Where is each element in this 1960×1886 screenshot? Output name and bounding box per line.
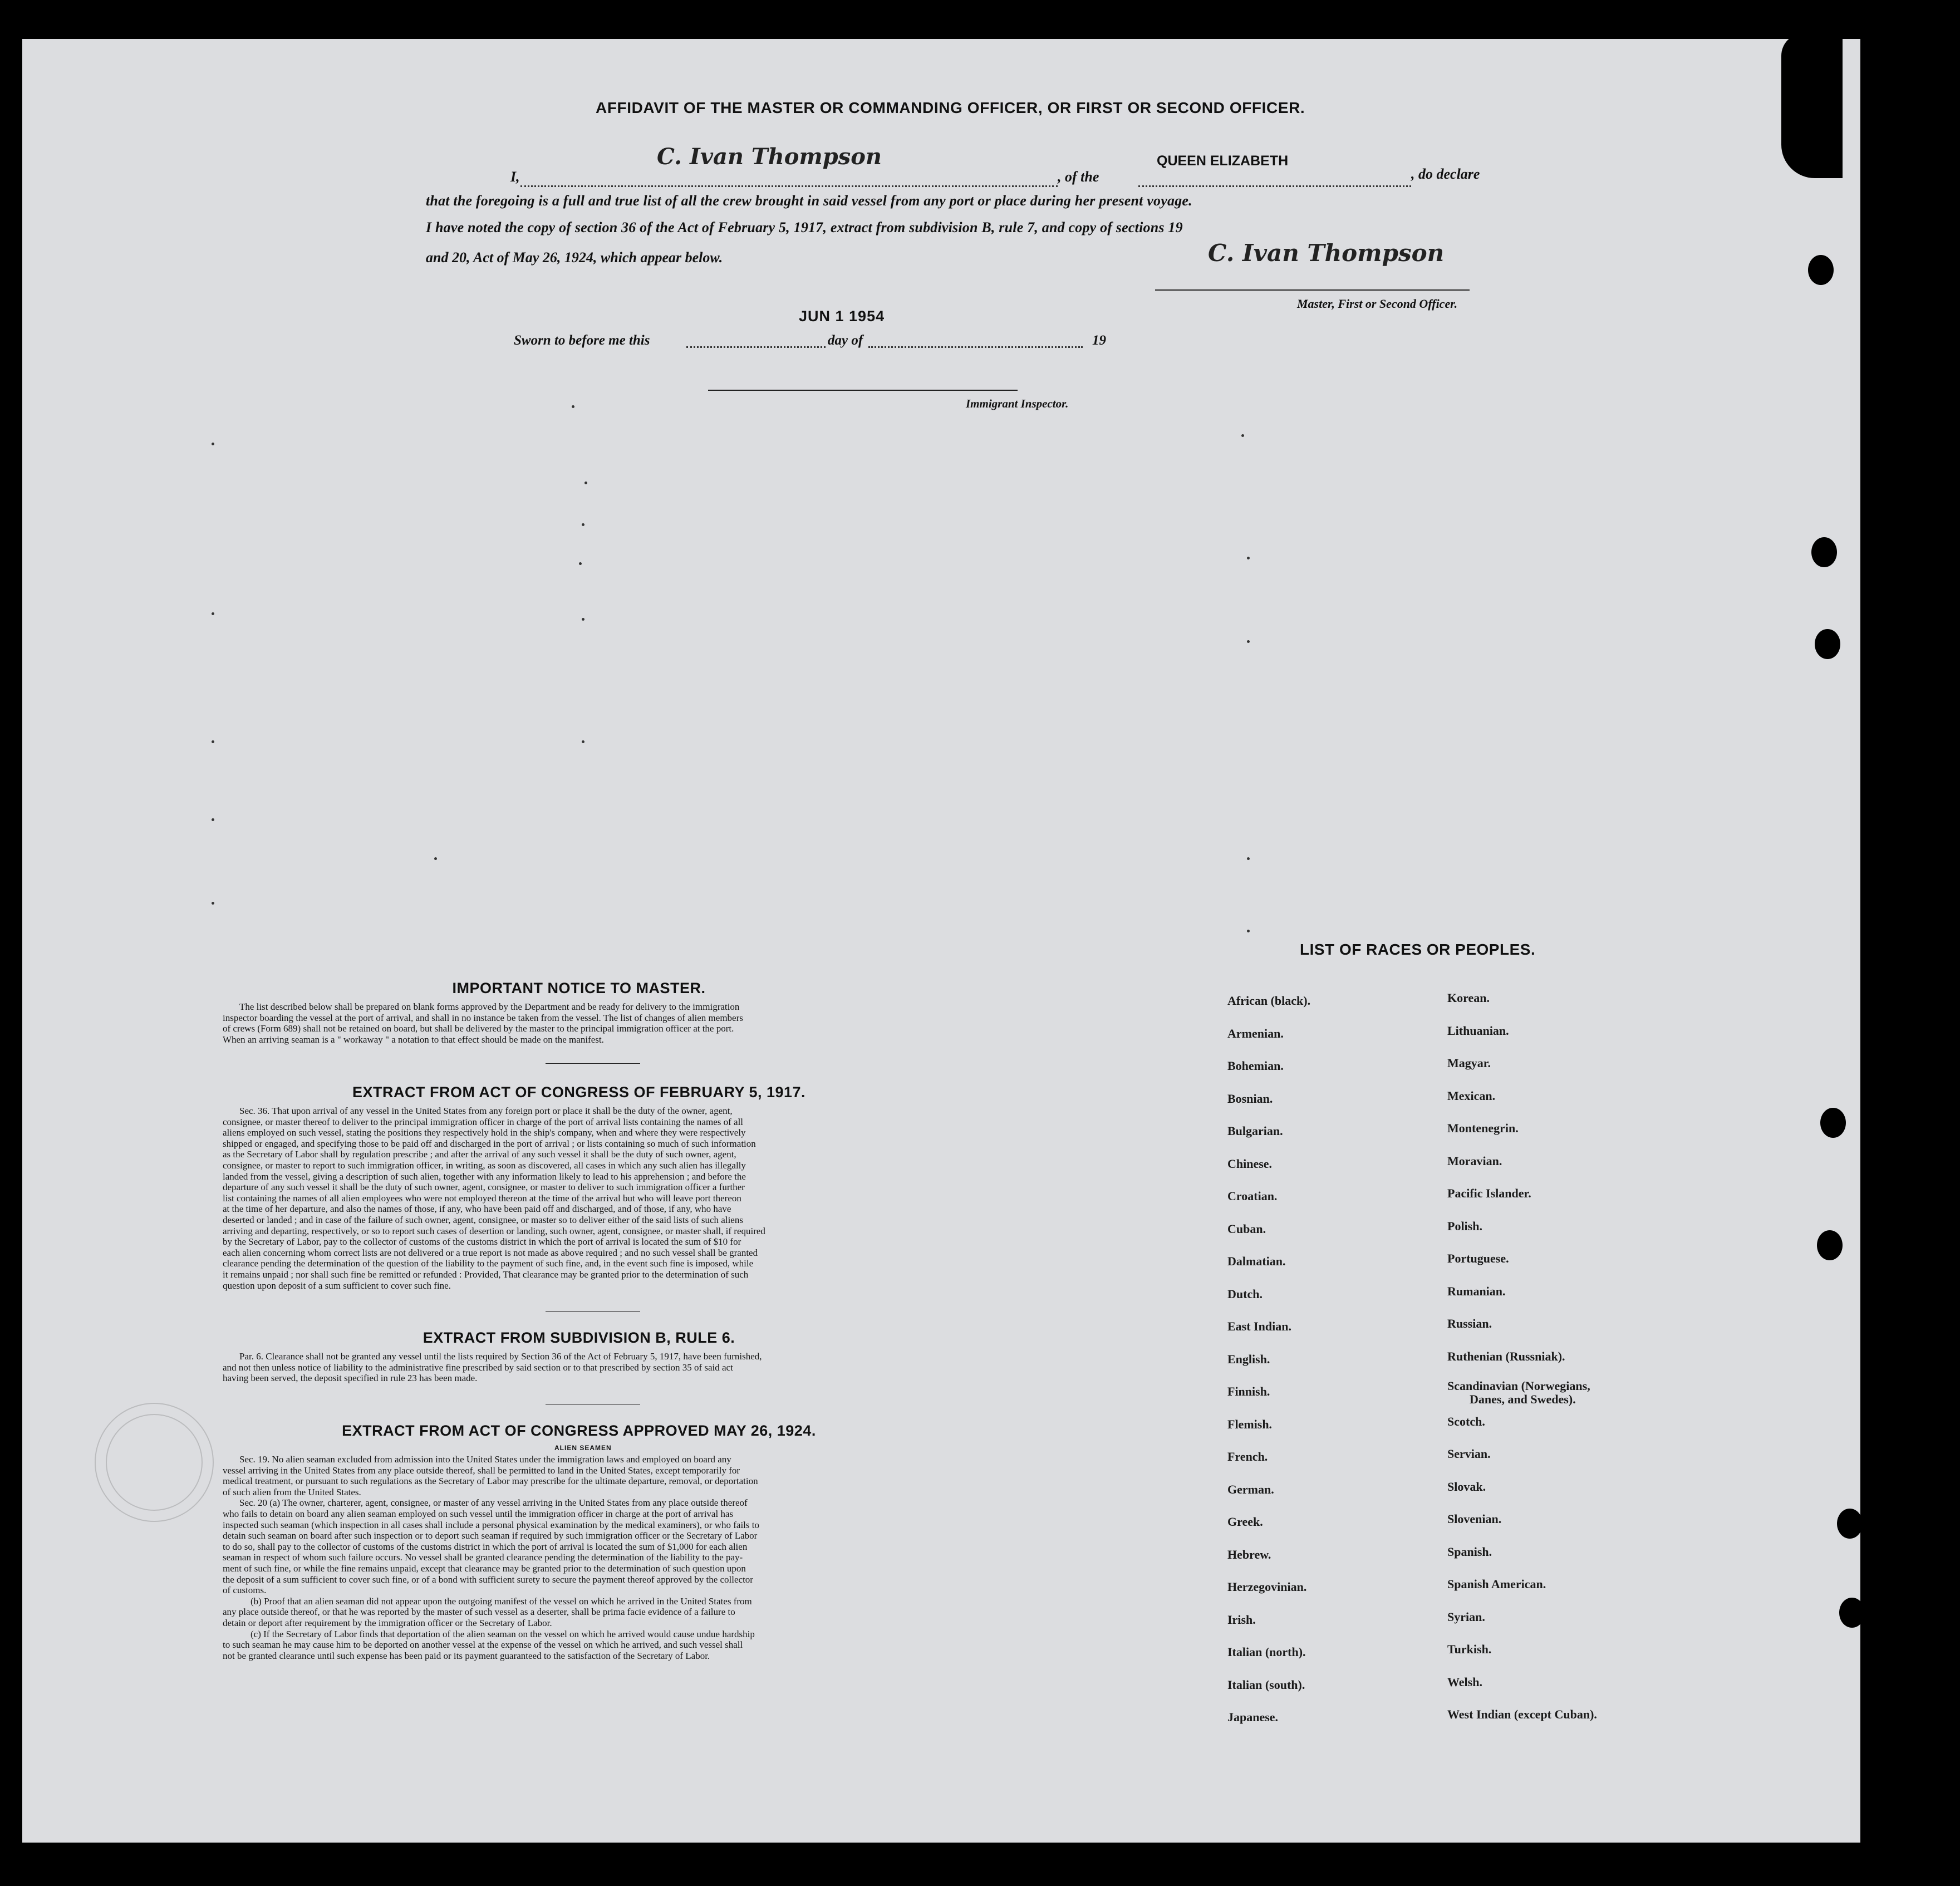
section-line: medical treatment, or pursuant to such regulations as the Secretary of Labor may prescribe for the ultimate departure, removal, or deportation	[223, 1476, 758, 1487]
section-line: having been served, the deposit specified in rule 23 has been made.	[223, 1373, 478, 1384]
month-line	[868, 346, 1083, 348]
extract-rule6-text	[223, 1351, 963, 1384]
vessel-line	[1138, 185, 1411, 187]
section-line: aliens employed on such vessel, stating the positions they respectively hold in the ship's company, when and where they were respectively	[223, 1127, 746, 1138]
section-line: it remains unpaid ; nor shall such fine be remitted or refunded : Provided, That clearance may be granted prior to the determination of such	[223, 1269, 749, 1280]
punch-hole	[1820, 1108, 1846, 1138]
day-label: day of	[828, 333, 863, 348]
race-item: Magyar.	[1447, 1056, 1491, 1070]
section-line: of customs.	[223, 1585, 267, 1596]
notice-line: inspector boarding the vessel at the port of arrival, and shall in no instance be taken from the vessel. The list of changes of alien members	[223, 1012, 743, 1023]
alien-seamen-subtitle: ALIEN SEAMEN	[554, 1444, 612, 1452]
section-line: question upon deposit of a sum sufficient to cover such fine.	[223, 1280, 451, 1291]
race-item: Moravian.	[1447, 1153, 1502, 1168]
bleed-dot	[1247, 857, 1250, 860]
race-item: Italian (north).	[1227, 1645, 1306, 1659]
race-item: Bosnian.	[1227, 1091, 1273, 1106]
bleed-dot	[212, 740, 214, 743]
section-line: seaman in respect of whom such failure occurs. No vessel shall be granted clearance pending the determination of the liability to the pay-	[223, 1552, 743, 1563]
bleed-dot	[582, 618, 584, 621]
day-line	[686, 346, 826, 348]
section-line: not be granted clearance until such expense has been paid or its payment guaranteed to the satisfaction of the Secretary of Labor.	[223, 1650, 710, 1661]
race-item: Greek.	[1227, 1515, 1263, 1529]
year-label: 19	[1092, 333, 1106, 348]
race-item: Spanish.	[1447, 1544, 1492, 1559]
master-signature: C. Ivan Thompson	[1208, 239, 1445, 267]
affidavit-title: AFFIDAVIT OF THE MASTER OR COMMANDING OFFICER, OR FIRST OR SECOND OFFICER.	[596, 99, 1305, 116]
section-line: inspected such seaman (which inspection in all cases shall include a personal physical examination by the medical examiners), or who fails to	[223, 1519, 759, 1530]
section-line: the deposit of a sum sufficient to cover such fine, or of a bond with sufficient surety to secure the payment thereof approved by the collector	[223, 1574, 753, 1585]
declare-label: , do declare	[1411, 166, 1480, 182]
section-line: by the Secretary of Labor, pay to the collector of customs of the customs district in which the port of arrival is located the sum of $10 for	[223, 1236, 741, 1247]
race-item: Cuban.	[1227, 1221, 1266, 1236]
affidavit-line-2: that the foregoing is a full and true list of all the crew brought in said vessel from any port or place during her present voyage.	[426, 193, 1192, 209]
race-item: African (black).	[1227, 994, 1311, 1008]
bleed-dot	[572, 405, 574, 408]
section-line: who fails to detain on board any alien seaman employed on such vessel until the immigration officer in charge at the port of arrival has	[223, 1508, 734, 1519]
notice-line: of crews (Form 689) shall not be retained on board, but shall be delivered by the master to the principal immigration officer at the port.	[223, 1023, 734, 1034]
section-line: and not then unless notice of liability to the administrative fine prescribed by said section or to that prescribed by section 35 of said act	[223, 1362, 733, 1373]
section-line: deserted or landed ; and in case of the failure of such owner, agent, consignee, or master so to deliver either of the said lists of such aliens	[223, 1214, 743, 1225]
race-item: French.	[1227, 1450, 1268, 1463]
race-item: Finnish.	[1227, 1384, 1270, 1398]
extract-1917-title: EXTRACT FROM ACT OF CONGRESS OF FEBRUARY 5, 1917.	[352, 1084, 806, 1101]
section-line: any place outside thereof, or that he was reported by the master of such vessel as a deserter, shall be prima facie evidence of a failure to	[223, 1607, 735, 1618]
race-item: Syrian.	[1447, 1609, 1485, 1624]
section-line: (c) If the Secretary of Labor finds that deportation of the alien seaman on the vessel on which he arrived would cause undue hardship	[250, 1628, 755, 1639]
punch-hole	[1808, 255, 1834, 285]
race-item: Dalmatian.	[1227, 1254, 1286, 1268]
section-line: Sec. 19. No alien seaman excluded from admission into the United States under the immigration laws and employed on board any	[239, 1454, 731, 1465]
i-label: I,	[510, 169, 520, 185]
bleed-dot	[1247, 557, 1250, 559]
signature-caption: Master, First or Second Officer.	[1297, 297, 1458, 311]
notice-line: The list described below shall be prepared on blank forms approved by the Department and be ready for delivery to the immigration	[239, 1001, 740, 1012]
signature-line	[1155, 289, 1470, 291]
punch-hole	[1815, 629, 1840, 659]
race-item: Japanese.	[1227, 1710, 1279, 1724]
divider	[546, 1311, 640, 1312]
race-item: West Indian (except Cuban).	[1447, 1707, 1597, 1721]
section-line: list containing the names of all alien employees who were not employed thereon at the time of the arrival but who will leave port thereon	[223, 1192, 741, 1204]
section-line: departure of any such vessel it shall be the duty of such owner, agent, consignee, or master to deliver to such immigration officer a further	[223, 1182, 745, 1193]
affidavit-line-3: I have noted the copy of section 36 of the Act of February 5, 1917, extract from subdivision B, rule 7, and copy of sections 19	[426, 219, 1183, 235]
race-item: Mexican.	[1447, 1088, 1496, 1103]
bleed-dot	[212, 443, 214, 445]
race-item: Danes, and Swedes).	[1470, 1392, 1576, 1406]
bleed-dot	[212, 902, 214, 905]
race-item: Armenian.	[1227, 1026, 1284, 1040]
race-item: Slovenian.	[1447, 1512, 1502, 1526]
race-item: Spanish American.	[1447, 1577, 1546, 1591]
race-item: Dutch.	[1227, 1286, 1263, 1301]
extract-1917-text	[223, 1106, 963, 1291]
race-item: English.	[1227, 1352, 1270, 1366]
race-item: Italian (south).	[1227, 1677, 1305, 1692]
section-line: Par. 6. Clearance shall not be granted any vessel until the lists required by Section 36 of the Act of February 5, 1917, have been furnished,	[239, 1351, 762, 1362]
race-item: Welsh.	[1447, 1674, 1482, 1689]
race-item: Flemish.	[1227, 1417, 1273, 1431]
section-line: Sec. 20 (a) The owner, charterer, agent, consignee, or master of any vessel arriving in the United States from any place outside thereof	[239, 1497, 748, 1509]
inspector-caption: Immigrant Inspector.	[966, 397, 1069, 410]
race-item: Herzegovinian.	[1227, 1580, 1307, 1594]
race-item: Chinese.	[1227, 1156, 1273, 1171]
race-item: Lithuanian.	[1447, 1023, 1509, 1038]
punch-hole	[1837, 1509, 1863, 1539]
notice-text	[223, 1001, 963, 1045]
extract-rule6-title: EXTRACT FROM SUBDIVISION B, RULE 6.	[423, 1329, 735, 1346]
sworn-label: Sworn to before me this	[514, 333, 650, 348]
torn-corner	[1781, 33, 1843, 178]
races-column-1	[1227, 994, 1310, 1743]
section-line: shipped or engaged, and specifying those to be paid off and discharged in the port of arrival ; or lists containing so much of such information	[223, 1138, 756, 1149]
section-line: landed from the vessel, giving a description of such alien, together with any information likely to lead to his apprehension ; and before the	[223, 1171, 746, 1182]
section-line: to do so, shall pay to the collector of customs of the customs district in which the port of arrival is located the sum of $1,000 for each alien	[223, 1541, 748, 1552]
race-item: Polish.	[1447, 1219, 1482, 1233]
section-line: ment of such fine, or while the fine remains unpaid, except that clearance may be granted prior to the determination of such question upon	[223, 1563, 746, 1574]
name-line	[520, 185, 1058, 187]
bleed-dot	[584, 482, 587, 484]
bleed-dot	[212, 818, 214, 821]
race-item: Servian.	[1447, 1447, 1491, 1461]
race-item: Montenegrin.	[1447, 1121, 1519, 1135]
section-line: clearance pending the determination of the question of the liability to the payment of such fine, and, in the event such fine is imposed, while	[223, 1258, 754, 1269]
bleed-dot	[1247, 930, 1250, 932]
section-line: vessel arriving in the United States from any place outside thereof, shall be permitted to land in the United States, except temporarily for	[223, 1465, 740, 1476]
master-name-signature: C. Ivan Thompson	[657, 144, 882, 170]
bleed-dot	[579, 562, 582, 565]
section-line: arriving and departing, respectively, or so to report such cases of desertion or landing, such owner, agent, consignee, or master shall, if required	[223, 1225, 765, 1236]
punch-hole	[1811, 537, 1837, 567]
vessel-name: QUEEN ELIZABETH	[1157, 153, 1289, 169]
bleed-dot	[582, 740, 584, 743]
section-line: as the Secretary of Labor shall by regulation prescribe ; and after the arrival of any such vessel it shall be the duty of such owner, agent,	[223, 1149, 736, 1160]
races-title: LIST OF RACES OR PEOPLES.	[1300, 941, 1536, 958]
race-item: Slovak.	[1447, 1479, 1486, 1494]
race-item: Rumanian.	[1447, 1284, 1506, 1298]
race-item: Turkish.	[1447, 1642, 1492, 1656]
race-item: German.	[1227, 1482, 1274, 1496]
divider	[546, 1063, 640, 1064]
bleed-dot	[212, 612, 214, 615]
race-item: Scotch.	[1447, 1414, 1485, 1428]
notice-line: When an arriving seaman is a " workaway " a notation to that effect should be made on the manifest.	[223, 1034, 604, 1045]
section-line: Sec. 36. That upon arrival of any vessel in the United States from any foreign port or place it shall be the duty of the owner, agent,	[239, 1106, 733, 1116]
date-stamp: JUN 1 1954	[799, 308, 885, 325]
section-line: (b) Proof that an alien seaman did not appear upon the outgoing manifest of the vessel on which he arrived in the United States from	[250, 1595, 752, 1607]
race-item: Croatian.	[1227, 1189, 1278, 1203]
section-line: each alien concerning whom correct lists are not delivered or a true report is not made as above required ; and no such vessel shall be granted	[223, 1247, 758, 1258]
race-item: Russian.	[1447, 1317, 1492, 1330]
bleed-dot	[1247, 640, 1250, 643]
section-line: consignee, or master to report to such immigration officer, in writing, as soon as discovered, all cases in which any such alien has illegally	[223, 1160, 746, 1171]
section-line: to such seaman he may cause him to be deported on another vessel at the expense of the vessel on which he arrived, and such vessel shall	[223, 1639, 743, 1651]
race-item: Portuguese.	[1447, 1251, 1509, 1265]
punch-hole	[1839, 1598, 1865, 1628]
race-item: Bulgarian.	[1227, 1124, 1283, 1138]
section-line: at the time of her departure, and also the names of those, if any, who have been paid off and discharged, and of those, if any, who have	[223, 1204, 731, 1215]
inspector-signature-line	[708, 390, 1018, 391]
section-line: consignee, or master thereof to deliver to the principal immigration officer in charge of the port of arrival lists containing the names of all	[223, 1116, 744, 1127]
race-item: Korean.	[1447, 991, 1490, 1005]
race-item: Bohemian.	[1227, 1059, 1284, 1073]
section-line: detain or deport after requirement by the immigration officer or the Secretary of Labor.	[223, 1617, 552, 1628]
race-item: Pacific Islander.	[1447, 1186, 1531, 1200]
races-column-2	[1447, 991, 1597, 1740]
bleed-dot	[1241, 434, 1244, 437]
race-item: Scandinavian (Norwegians,	[1447, 1378, 1590, 1393]
section-line: of such alien from the United States.	[223, 1486, 361, 1497]
extract-1924-text	[223, 1454, 963, 1661]
extract-1924-title: EXTRACT FROM ACT OF CONGRESS APPROVED MAY 26, 1924.	[342, 1422, 816, 1439]
affidavit-line-4: and 20, Act of May 26, 1924, which appear below.	[426, 249, 723, 266]
bleed-dot	[582, 523, 584, 526]
punch-hole	[1817, 1230, 1843, 1260]
seal-stamp	[106, 1414, 203, 1511]
of-label: , of the	[1058, 169, 1099, 185]
race-item: Ruthenian (Russniak).	[1447, 1349, 1565, 1363]
race-item: East Indian.	[1227, 1319, 1291, 1333]
section-line: detain such seaman on board after such inspection or to deport such seaman if required by such immigration officer or the Secretary of Labor	[223, 1530, 758, 1541]
race-item: Hebrew.	[1227, 1547, 1271, 1561]
bleed-dot	[434, 857, 437, 860]
race-item: Irish.	[1227, 1612, 1256, 1627]
notice-title: IMPORTANT NOTICE TO MASTER.	[452, 980, 706, 996]
